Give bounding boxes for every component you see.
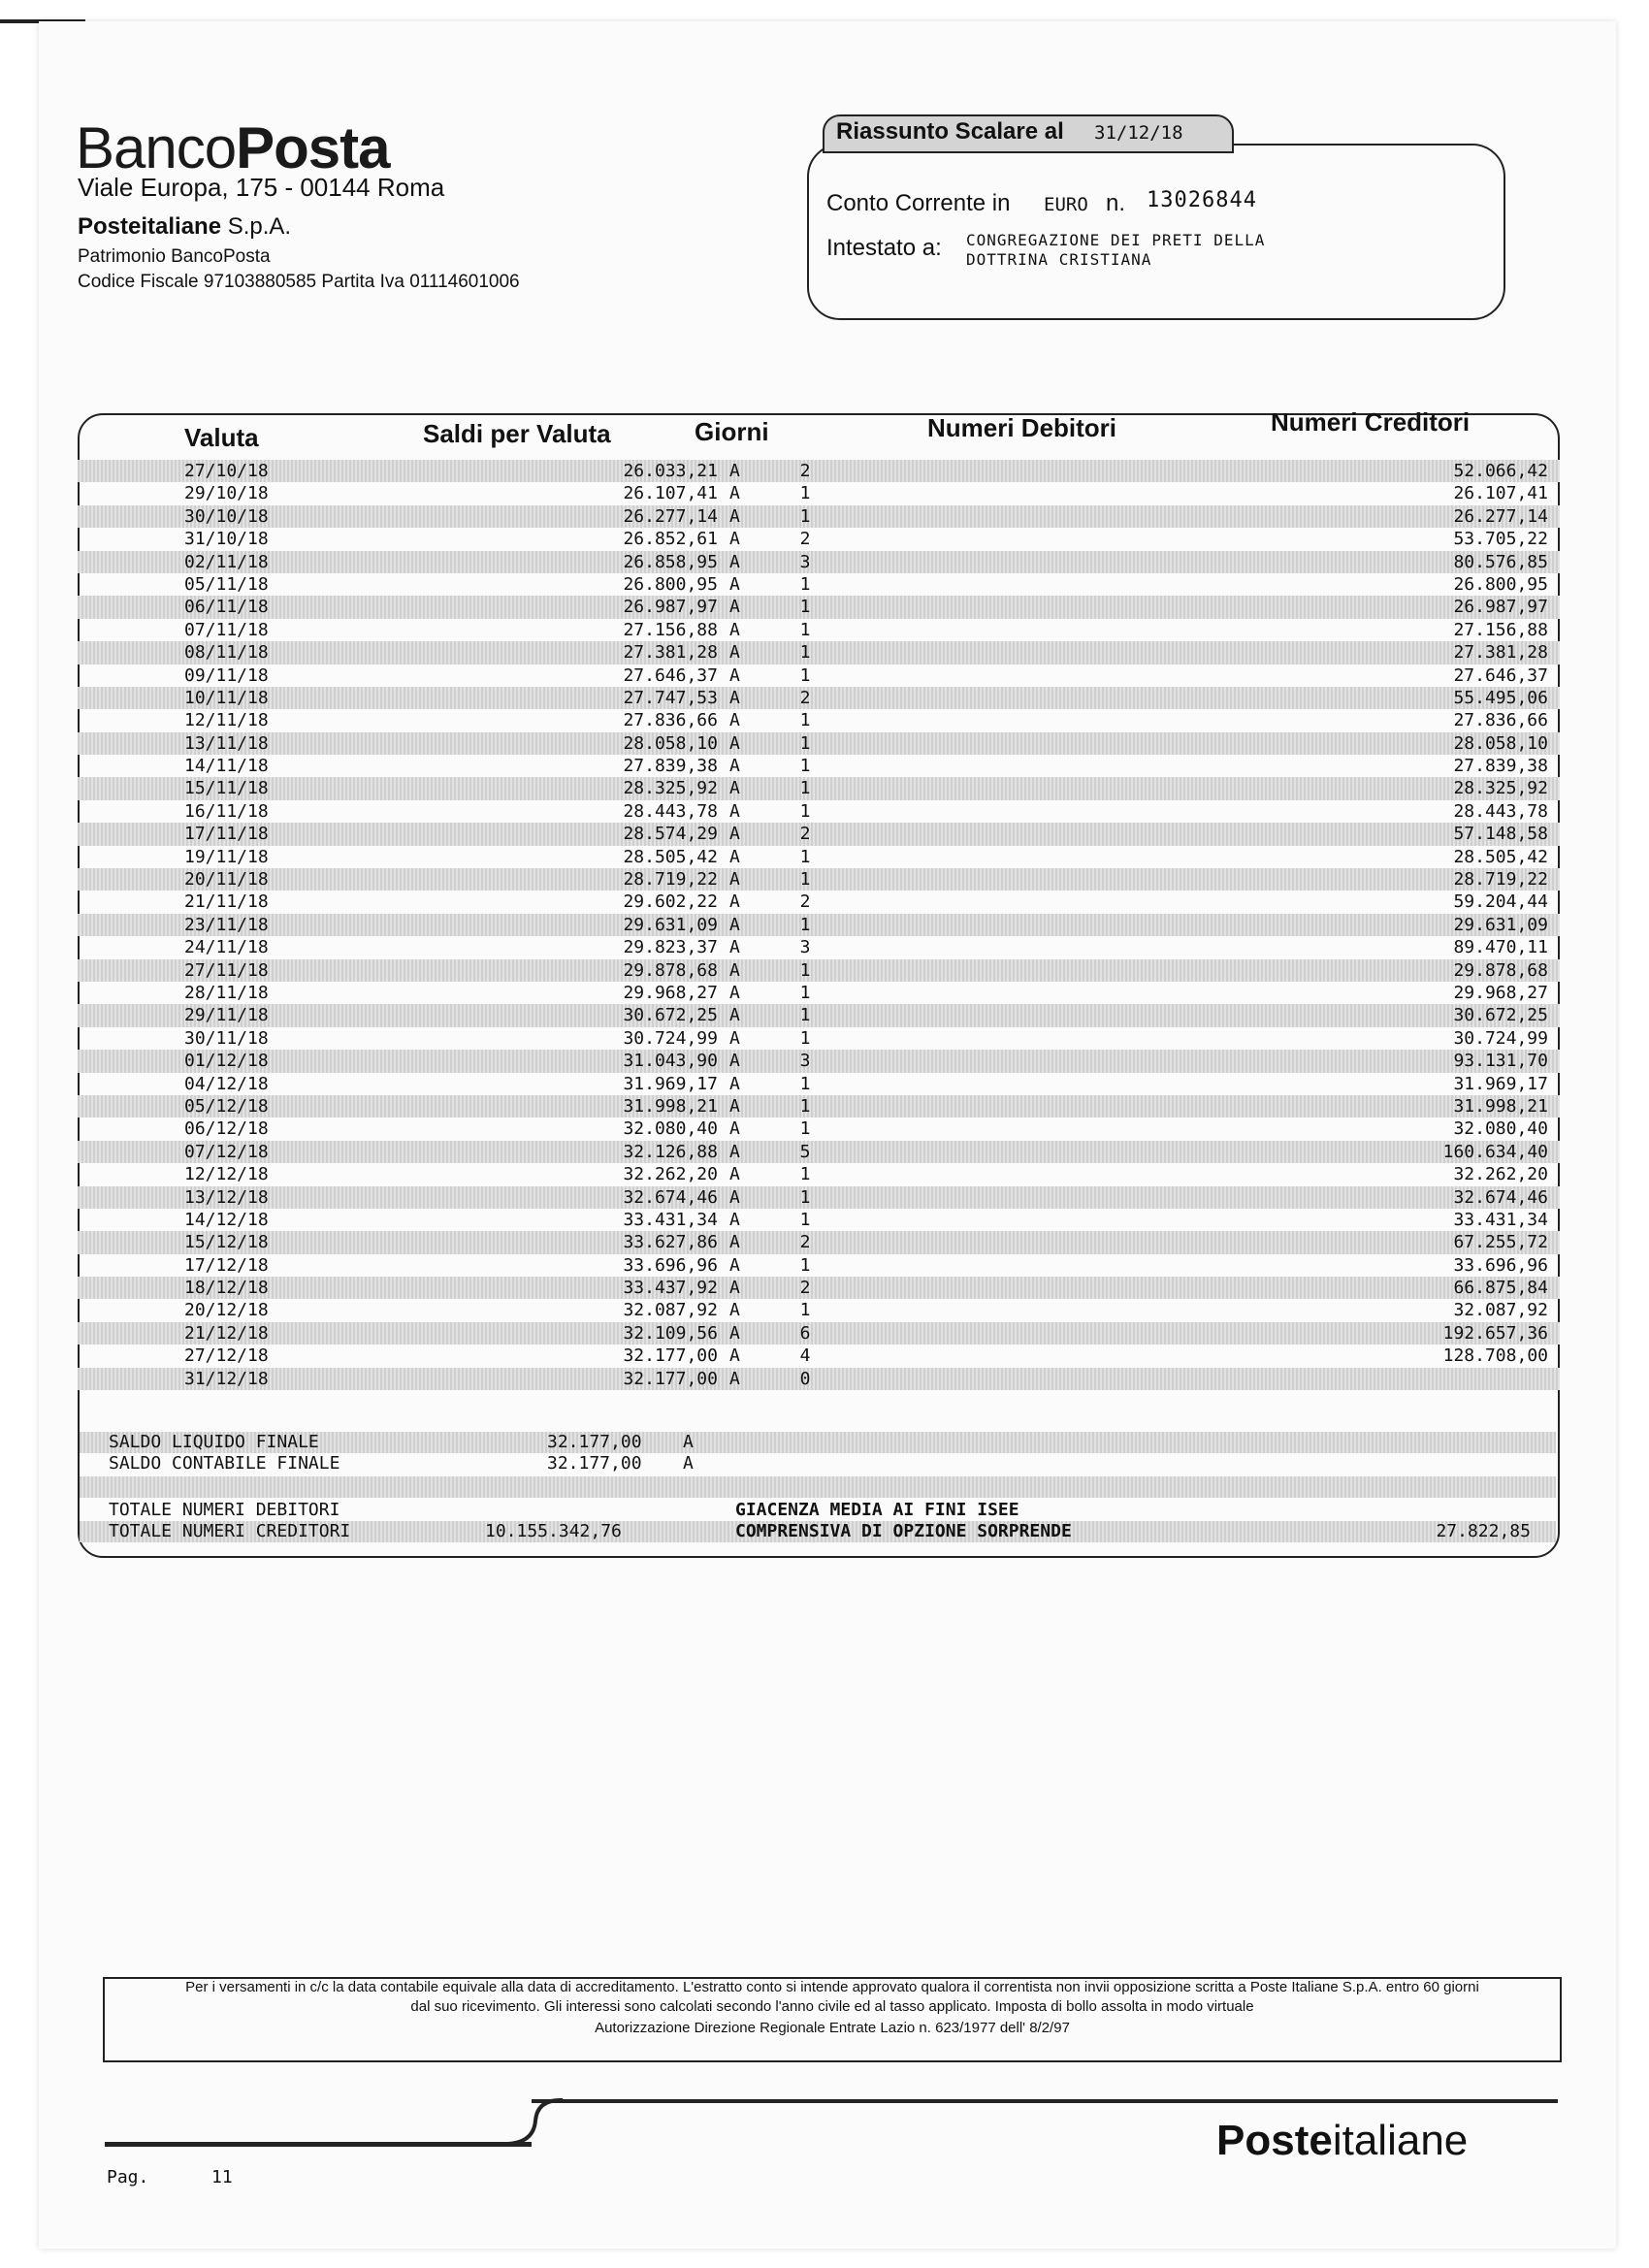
row-saldo: 29.823,37 bbox=[623, 937, 718, 958]
row-date: 01/12/18 bbox=[184, 1051, 269, 1072]
summary-label: Riassunto Scalare al bbox=[836, 118, 1064, 145]
row-creditori: 28.325,92 bbox=[1453, 778, 1548, 799]
row-giorni: 2 bbox=[799, 824, 811, 845]
row-saldo: 27.646,37 bbox=[623, 664, 718, 686]
row-creditori: 27.646,37 bbox=[1453, 664, 1548, 686]
row-date: 12/11/18 bbox=[184, 710, 269, 731]
row-giorni: 1 bbox=[799, 800, 811, 822]
row-giorni: 1 bbox=[799, 505, 811, 527]
row-date: 28/11/18 bbox=[184, 982, 269, 1003]
row-saldo: 28.574,29 bbox=[623, 824, 718, 845]
table-row bbox=[78, 1254, 1560, 1277]
row-creditori: 53.705,22 bbox=[1453, 529, 1548, 550]
row-date: 18/12/18 bbox=[184, 1278, 269, 1299]
row-creditori: 26.987,97 bbox=[1453, 597, 1548, 618]
row-sign: A bbox=[729, 597, 740, 618]
col-header-giorni: Giorni bbox=[695, 417, 769, 446]
row-saldo: 26.858,95 bbox=[623, 551, 718, 572]
totale-creditori-value: 10.155.342,76 bbox=[485, 1521, 622, 1541]
table-row bbox=[78, 482, 1560, 504]
row-saldo: 29.968,27 bbox=[623, 982, 718, 1003]
row-saldo: 26.277,14 bbox=[623, 505, 718, 527]
row-saldo: 28.443,78 bbox=[623, 800, 718, 822]
row-sign: A bbox=[729, 642, 740, 664]
number-label: n. bbox=[1106, 190, 1126, 216]
row-date: 27/10/18 bbox=[184, 461, 269, 481]
table-row bbox=[78, 959, 1560, 982]
table-row bbox=[78, 1095, 1560, 1118]
row-saldo: 28.719,22 bbox=[623, 869, 718, 891]
row-giorni: 1 bbox=[799, 642, 811, 664]
row-sign: A bbox=[729, 1141, 740, 1162]
table-row bbox=[78, 709, 1560, 731]
row-saldo: 31.998,21 bbox=[623, 1095, 718, 1117]
row-giorni: 1 bbox=[799, 869, 811, 891]
row-sign: A bbox=[729, 1073, 740, 1094]
row-giorni: 2 bbox=[799, 687, 811, 708]
row-giorni: 1 bbox=[799, 1073, 811, 1094]
row-giorni: 1 bbox=[799, 1005, 811, 1026]
row-giorni: 1 bbox=[799, 1027, 811, 1049]
row-sign: A bbox=[729, 1254, 740, 1276]
table-row bbox=[78, 1050, 1560, 1072]
row-date: 27/11/18 bbox=[184, 959, 269, 981]
row-date: 05/11/18 bbox=[184, 573, 269, 595]
row-giorni: 1 bbox=[799, 619, 811, 640]
row-saldo: 27.836,66 bbox=[623, 710, 718, 731]
table-row bbox=[78, 505, 1560, 528]
row-creditori: 30.672,25 bbox=[1453, 1005, 1548, 1026]
row-saldo: 27.747,53 bbox=[623, 687, 718, 708]
row-sign: A bbox=[729, 573, 740, 595]
row-sign: A bbox=[729, 1027, 740, 1049]
row-saldo: 32.674,46 bbox=[623, 1186, 718, 1208]
row-saldo: 30.724,99 bbox=[623, 1027, 718, 1049]
row-sign: A bbox=[729, 778, 740, 799]
row-saldo: 32.080,40 bbox=[623, 1118, 718, 1140]
row-date: 16/11/18 bbox=[184, 800, 269, 822]
row-giorni: 1 bbox=[799, 597, 811, 618]
row-sign: A bbox=[729, 1051, 740, 1072]
table-row bbox=[78, 619, 1560, 641]
table-row bbox=[78, 664, 1560, 687]
row-giorni: 1 bbox=[799, 573, 811, 595]
company-name: Posteitaliane S.p.A. bbox=[78, 213, 292, 240]
row-giorni: 2 bbox=[799, 1278, 811, 1299]
row-sign: A bbox=[729, 529, 740, 550]
row-saldo: 33.431,34 bbox=[623, 1209, 718, 1230]
row-creditori: 128.708,00 bbox=[1442, 1345, 1548, 1367]
table-row bbox=[78, 528, 1560, 550]
row-giorni: 3 bbox=[799, 1051, 811, 1072]
col-header-creditori: Numeri Creditori bbox=[1271, 407, 1471, 437]
page-label: Pag. bbox=[107, 2167, 149, 2187]
row-giorni: 1 bbox=[799, 846, 811, 867]
row-date: 29/11/18 bbox=[184, 1005, 269, 1026]
table-row bbox=[78, 1163, 1560, 1185]
row-creditori: 160.634,40 bbox=[1442, 1141, 1548, 1162]
row-date: 08/11/18 bbox=[184, 642, 269, 664]
page-number: 11 bbox=[211, 2167, 233, 2187]
row-sign: A bbox=[729, 959, 740, 981]
row-sign: A bbox=[729, 619, 740, 640]
row-creditori: 28.058,10 bbox=[1453, 732, 1548, 754]
row-saldo: 32.087,92 bbox=[623, 1300, 718, 1321]
totale-creditori-label: TOTALE NUMERI CREDITORI bbox=[109, 1521, 351, 1541]
row-creditori: 27.381,28 bbox=[1453, 642, 1548, 664]
row-sign: A bbox=[729, 1164, 740, 1185]
saldo-contabile-sign: A bbox=[683, 1453, 694, 1474]
row-sign: A bbox=[729, 1095, 740, 1117]
col-header-debitori: Numeri Debitori bbox=[927, 413, 1117, 442]
table-row bbox=[78, 573, 1560, 596]
row-sign: A bbox=[729, 1118, 740, 1140]
row-sign: A bbox=[729, 846, 740, 867]
row-giorni: 0 bbox=[799, 1368, 811, 1389]
row-creditori: 59.204,44 bbox=[1453, 891, 1548, 913]
table-row bbox=[78, 596, 1560, 618]
row-giorni: 5 bbox=[799, 1141, 811, 1162]
row-date: 17/12/18 bbox=[184, 1254, 269, 1276]
holder-line-1: CONGREGAZIONE DEI PRETI DELLA bbox=[966, 231, 1266, 249]
row-creditori: 33.431,34 bbox=[1453, 1209, 1548, 1230]
row-date: 30/11/18 bbox=[184, 1027, 269, 1049]
row-creditori: 32.080,40 bbox=[1453, 1118, 1548, 1140]
row-giorni: 1 bbox=[799, 778, 811, 799]
row-creditori: 57.148,58 bbox=[1453, 824, 1548, 845]
row-saldo: 26.987,97 bbox=[623, 597, 718, 618]
row-saldo: 28.325,92 bbox=[623, 778, 718, 799]
row-date: 07/11/18 bbox=[184, 619, 269, 640]
row-date: 04/12/18 bbox=[184, 1073, 269, 1094]
table-row bbox=[78, 1186, 1560, 1209]
row-date: 19/11/18 bbox=[184, 846, 269, 867]
row-creditori: 28.719,22 bbox=[1453, 869, 1548, 891]
legal-note-line-1: Per i versamenti in c/c la data contabile equivale alla data di accreditamento. L'estratto conto si intende approvato qualora il correntista non invii opposizione scritta a Poste Italiane S.p.A. entro 60 giorni bbox=[185, 1979, 1479, 1995]
row-saldo: 33.696,96 bbox=[623, 1254, 718, 1276]
row-saldo: 29.602,22 bbox=[623, 891, 718, 913]
row-sign: A bbox=[729, 664, 740, 686]
row-creditori: 29.878,68 bbox=[1453, 959, 1548, 981]
table-row bbox=[78, 1322, 1560, 1345]
table-row bbox=[78, 800, 1560, 823]
row-date: 27/12/18 bbox=[184, 1345, 269, 1367]
row-sign: A bbox=[729, 483, 740, 504]
conto-label: Conto Corrente in bbox=[826, 190, 1011, 216]
row-sign: A bbox=[729, 1368, 740, 1389]
footer-rule-left bbox=[105, 2142, 532, 2147]
row-sign: A bbox=[729, 551, 740, 572]
intestato-label: Intestato a: bbox=[826, 235, 942, 261]
row-creditori: 28.443,78 bbox=[1453, 800, 1548, 822]
row-giorni: 1 bbox=[799, 1118, 811, 1140]
table-row bbox=[78, 891, 1560, 913]
totale-debitori-label: TOTALE NUMERI DEBITORI bbox=[109, 1500, 340, 1520]
row-date: 06/12/18 bbox=[184, 1118, 269, 1140]
row-date: 02/11/18 bbox=[184, 551, 269, 572]
row-creditori: 93.131,70 bbox=[1453, 1051, 1548, 1072]
row-creditori: 30.724,99 bbox=[1453, 1027, 1548, 1049]
table-row bbox=[78, 777, 1560, 799]
row-date: 20/11/18 bbox=[184, 869, 269, 891]
row-saldo: 26.107,41 bbox=[623, 483, 718, 504]
row-date: 23/11/18 bbox=[184, 914, 269, 935]
row-saldo: 27.156,88 bbox=[623, 619, 718, 640]
row-saldo: 27.839,38 bbox=[623, 756, 718, 777]
row-creditori: 67.255,72 bbox=[1453, 1232, 1548, 1253]
saldo-liquido-sign: A bbox=[683, 1432, 694, 1452]
table-row bbox=[78, 1368, 1560, 1390]
row-saldo: 27.381,28 bbox=[623, 642, 718, 664]
table-row bbox=[78, 1118, 1560, 1140]
table-row bbox=[78, 1073, 1560, 1095]
summary-row-debitori bbox=[80, 1500, 1556, 1521]
saldo-contabile-value: 32.177,00 bbox=[547, 1453, 642, 1474]
saldo-liquido-value: 32.177,00 bbox=[547, 1432, 642, 1452]
row-sign: A bbox=[729, 914, 740, 935]
summary-row-spacer bbox=[80, 1476, 1556, 1498]
summary-row-saldo-contabile bbox=[80, 1453, 1556, 1474]
row-creditori: 80.576,85 bbox=[1453, 551, 1548, 572]
row-saldo: 26.033,21 bbox=[623, 461, 718, 481]
row-sign: A bbox=[729, 800, 740, 822]
row-saldo: 32.126,88 bbox=[623, 1141, 718, 1162]
row-creditori: 32.262,20 bbox=[1453, 1164, 1548, 1185]
row-giorni: 4 bbox=[799, 1345, 811, 1367]
legal-note-line-2: dal suo ricevimento. Gli interessi sono calcolati secondo l'anno civile ed al tasso applicato. Imposta di bollo assolta in modo virtuale bbox=[410, 1998, 1254, 2015]
row-saldo: 32.177,00 bbox=[623, 1368, 718, 1389]
row-creditori: 27.839,38 bbox=[1453, 756, 1548, 777]
bank-address: Viale Europa, 175 - 00144 Roma bbox=[78, 173, 445, 202]
row-sign: A bbox=[729, 1278, 740, 1299]
table-row bbox=[78, 551, 1560, 573]
row-giorni: 1 bbox=[799, 756, 811, 777]
row-date: 21/12/18 bbox=[184, 1322, 269, 1344]
row-date: 29/10/18 bbox=[184, 483, 269, 504]
row-creditori: 192.657,36 bbox=[1442, 1322, 1548, 1344]
row-giorni: 1 bbox=[799, 1209, 811, 1230]
row-creditori: 27.156,88 bbox=[1453, 619, 1548, 640]
table-row bbox=[78, 755, 1560, 777]
row-giorni: 1 bbox=[799, 1254, 811, 1276]
col-header-saldi: Saldi per Valuta bbox=[423, 419, 611, 448]
row-date: 24/11/18 bbox=[184, 937, 269, 958]
row-date: 14/11/18 bbox=[184, 756, 269, 777]
row-date: 17/11/18 bbox=[184, 824, 269, 845]
row-giorni: 1 bbox=[799, 959, 811, 981]
row-sign: A bbox=[729, 756, 740, 777]
row-giorni: 2 bbox=[799, 891, 811, 913]
footer-rule-right bbox=[532, 2099, 1558, 2103]
row-saldo: 26.852,61 bbox=[623, 529, 718, 550]
summary-date: 31/12/18 bbox=[1094, 122, 1183, 144]
row-giorni: 2 bbox=[799, 529, 811, 550]
row-sign: A bbox=[729, 1209, 740, 1230]
table-row bbox=[78, 1231, 1560, 1253]
table-row bbox=[78, 1277, 1560, 1299]
row-sign: A bbox=[729, 687, 740, 708]
row-date: 31/10/18 bbox=[184, 529, 269, 550]
table-row bbox=[78, 460, 1560, 482]
table-row bbox=[78, 1027, 1560, 1050]
row-sign: A bbox=[729, 937, 740, 958]
row-date: 07/12/18 bbox=[184, 1141, 269, 1162]
patrimonio-text: Patrimonio BancoPosta bbox=[78, 246, 271, 267]
row-sign: A bbox=[729, 732, 740, 754]
row-creditori: 32.674,46 bbox=[1453, 1186, 1548, 1208]
holder-line-2: DOTTRINA CRISTIANA bbox=[966, 250, 1152, 269]
row-giorni: 1 bbox=[799, 664, 811, 686]
table-row bbox=[78, 732, 1560, 755]
row-creditori: 52.066,42 bbox=[1453, 461, 1548, 481]
row-sign: A bbox=[729, 461, 740, 481]
row-sign: A bbox=[729, 1186, 740, 1208]
row-giorni: 2 bbox=[799, 1232, 811, 1253]
row-sign: A bbox=[729, 1300, 740, 1321]
row-creditori: 28.505,42 bbox=[1453, 846, 1548, 867]
footer-rule-curve bbox=[504, 2097, 563, 2146]
table-row bbox=[78, 1345, 1560, 1367]
row-giorni: 1 bbox=[799, 1300, 811, 1321]
table-row bbox=[78, 1004, 1560, 1026]
saldo-liquido-label: SALDO LIQUIDO FINALE bbox=[109, 1432, 319, 1452]
row-sign: A bbox=[729, 1232, 740, 1253]
row-saldo: 32.177,00 bbox=[623, 1345, 718, 1367]
row-date: 09/11/18 bbox=[184, 664, 269, 686]
row-saldo: 29.631,09 bbox=[623, 914, 718, 935]
table-row bbox=[78, 868, 1560, 891]
row-creditori: 26.277,14 bbox=[1453, 505, 1548, 527]
row-sign: A bbox=[729, 1322, 740, 1344]
row-creditori: 31.998,21 bbox=[1453, 1095, 1548, 1117]
row-date: 30/10/18 bbox=[184, 505, 269, 527]
table-body bbox=[78, 460, 1560, 1390]
row-date: 20/12/18 bbox=[184, 1300, 269, 1321]
row-sign: A bbox=[729, 982, 740, 1003]
row-saldo: 32.262,20 bbox=[623, 1164, 718, 1185]
row-giorni: 1 bbox=[799, 732, 811, 754]
row-date: 31/12/18 bbox=[184, 1368, 269, 1389]
row-giorni: 1 bbox=[799, 1095, 811, 1117]
bancoposta-logo: BancoPosta bbox=[76, 115, 390, 180]
row-giorni: 3 bbox=[799, 551, 811, 572]
row-creditori: 29.968,27 bbox=[1453, 982, 1548, 1003]
row-saldo: 32.109,56 bbox=[623, 1322, 718, 1344]
legal-note-line-3: Autorizzazione Direzione Regionale Entrate Lazio n. 623/1977 dell' 8/2/97 bbox=[595, 2020, 1070, 2036]
row-date: 05/12/18 bbox=[184, 1095, 269, 1117]
row-date: 15/11/18 bbox=[184, 778, 269, 799]
giacenza-value: 27.822,85 bbox=[1436, 1521, 1531, 1541]
row-sign: A bbox=[729, 1005, 740, 1026]
row-date: 13/12/18 bbox=[184, 1186, 269, 1208]
table-row bbox=[78, 1299, 1560, 1321]
row-date: 14/12/18 bbox=[184, 1209, 269, 1230]
row-saldo: 28.505,42 bbox=[623, 846, 718, 867]
row-creditori: 26.107,41 bbox=[1453, 483, 1548, 504]
table-row bbox=[78, 823, 1560, 845]
row-date: 06/11/18 bbox=[184, 597, 269, 618]
row-giorni: 2 bbox=[799, 461, 811, 481]
row-creditori: 66.875,84 bbox=[1453, 1278, 1548, 1299]
table-row bbox=[78, 914, 1560, 936]
row-creditori: 33.696,96 bbox=[1453, 1254, 1548, 1276]
row-giorni: 3 bbox=[799, 937, 811, 958]
row-sign: A bbox=[729, 824, 740, 845]
row-saldo: 33.437,92 bbox=[623, 1278, 718, 1299]
col-header-valuta: Valuta bbox=[184, 423, 259, 452]
summary-row-creditori bbox=[80, 1521, 1556, 1542]
row-sign: A bbox=[729, 869, 740, 891]
table-row bbox=[78, 1209, 1560, 1231]
row-date: 21/11/18 bbox=[184, 891, 269, 913]
row-giorni: 1 bbox=[799, 914, 811, 935]
codice-fiscale-text: Codice Fiscale 97103880585 Partita Iva 01114601006 bbox=[78, 272, 520, 292]
table-row bbox=[78, 1141, 1560, 1163]
giacenza-line-2: COMPRENSIVA DI OPZIONE SORPRENDE bbox=[735, 1521, 1072, 1541]
row-creditori: 32.087,92 bbox=[1453, 1300, 1548, 1321]
row-saldo: 29.878,68 bbox=[623, 959, 718, 981]
row-sign: A bbox=[729, 1345, 740, 1367]
row-creditori: 31.969,17 bbox=[1453, 1073, 1548, 1094]
row-sign: A bbox=[729, 505, 740, 527]
row-sign: A bbox=[729, 710, 740, 731]
account-number: 13026844 bbox=[1147, 188, 1257, 212]
row-creditori: 89.470,11 bbox=[1453, 937, 1548, 958]
row-giorni: 1 bbox=[799, 982, 811, 1003]
table-row bbox=[78, 982, 1560, 1004]
table-row bbox=[78, 936, 1560, 958]
posteitaliane-logo: Posteitaliane bbox=[1216, 2117, 1469, 2164]
row-giorni: 1 bbox=[799, 710, 811, 731]
row-saldo: 28.058,10 bbox=[623, 732, 718, 754]
row-creditori: 55.495,06 bbox=[1453, 687, 1548, 708]
row-creditori: 26.800,95 bbox=[1453, 573, 1548, 595]
row-date: 13/11/18 bbox=[184, 732, 269, 754]
row-date: 12/12/18 bbox=[184, 1164, 269, 1185]
row-giorni: 1 bbox=[799, 1164, 811, 1185]
row-saldo: 31.969,17 bbox=[623, 1073, 718, 1094]
row-creditori: 27.836,66 bbox=[1453, 710, 1548, 731]
row-saldo: 30.672,25 bbox=[623, 1005, 718, 1026]
giacenza-line-1: GIACENZA MEDIA AI FINI ISEE bbox=[735, 1500, 1019, 1520]
row-giorni: 1 bbox=[799, 1186, 811, 1208]
row-giorni: 1 bbox=[799, 483, 811, 504]
row-sign: A bbox=[729, 891, 740, 913]
row-date: 10/11/18 bbox=[184, 687, 269, 708]
summary-row-saldo-liquido bbox=[80, 1432, 1556, 1453]
row-saldo: 31.043,90 bbox=[623, 1051, 718, 1072]
saldo-contabile-label: SALDO CONTABILE FINALE bbox=[109, 1453, 340, 1474]
row-date: 15/12/18 bbox=[184, 1232, 269, 1253]
row-giorni: 6 bbox=[799, 1322, 811, 1344]
row-saldo: 33.627,86 bbox=[623, 1232, 718, 1253]
table-row bbox=[78, 846, 1560, 868]
table-row bbox=[78, 641, 1560, 664]
row-creditori: 29.631,09 bbox=[1453, 914, 1548, 935]
currency-code: EURO bbox=[1044, 194, 1088, 215]
row-saldo: 26.800,95 bbox=[623, 573, 718, 595]
table-row bbox=[78, 687, 1560, 709]
